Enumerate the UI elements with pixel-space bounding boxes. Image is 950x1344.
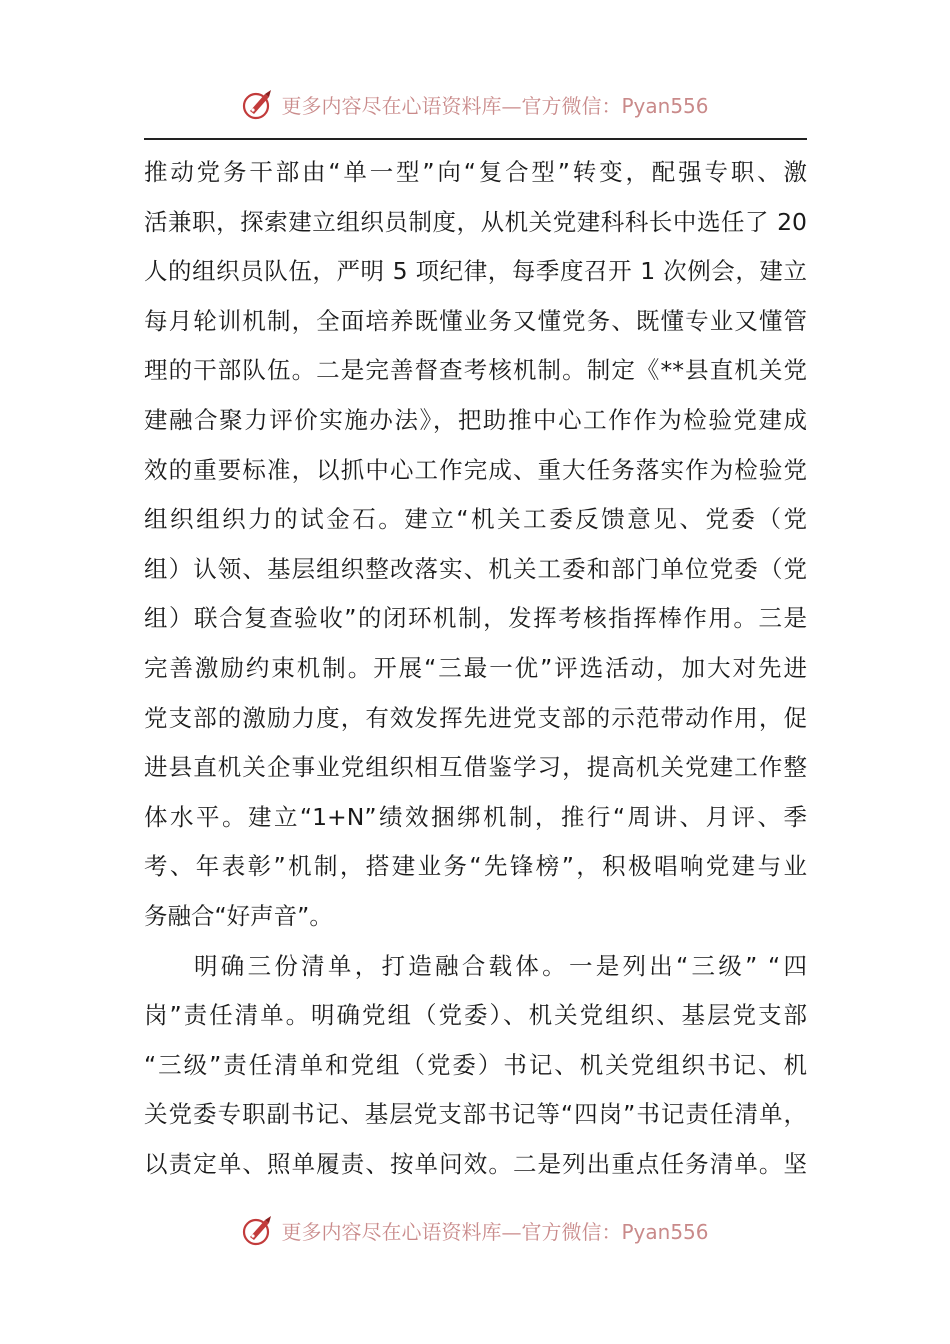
body-line: 完善激励约束机制。开展“三最一优”评选活动，加大对先进 xyxy=(144,653,807,682)
document-body xyxy=(144,148,807,1189)
body-line: 以责定单、照单履责、按单问效。二是列出重点任务清单。坚 xyxy=(144,1149,807,1178)
banner-text: 更多内容尽在心语资料库—官方微信：Pyan556 xyxy=(281,93,709,118)
body-line: 组织组织力的试金石。建立“机关工委反馈意见、党委（党 xyxy=(144,505,807,534)
body-line: 组）联合复查验收”的闭环机制，发挥考核指挥棒作用。三是 xyxy=(144,604,807,633)
body-line: 组）认领、基层组织整改落实、机关工委和部门单位党委（党 xyxy=(144,554,807,583)
body-line: 党支部的激励力度，有效发挥先进党支部的示范带动作用，促 xyxy=(144,703,807,732)
body-line: 理的干部队伍。二是完善督查考核机制。制定《**县直机关党 xyxy=(144,356,807,385)
banner-text: 更多内容尽在心语资料库—官方微信：Pyan556 xyxy=(281,1219,709,1244)
body-line: 岗”责任清单。明确党组（党委）、机关党组织、基层党支部 xyxy=(144,1001,807,1030)
footer-banner xyxy=(0,1210,950,1250)
body-line: 务融合“好声音”。 xyxy=(144,901,333,930)
pen-nib-logo-icon xyxy=(241,87,275,121)
wechat-handle: Pyan556 xyxy=(621,1219,709,1244)
body-line: 每月轮训机制，全面培养既懂业务又懂党务、既懂专业又懂管 xyxy=(144,306,807,335)
body-line: 明确三份清单，打造融合载体。一是列出“三级” “四 xyxy=(194,951,807,980)
body-line: 考、年表彰”机制，搭建业务“先锋榜”，积极唱响党建与业 xyxy=(144,852,807,881)
body-line: 人的组织员队伍，严明 5 项纪律，每季度召开 1 次例会，建立 xyxy=(144,257,807,286)
body-line: 体水平。建立“1+N”绩效捆绑机制，推行“周讲、月评、季 xyxy=(144,802,807,831)
body-line: 建融合聚力评价实施办法》，把助推中心工作作为检验党建成 xyxy=(144,405,807,434)
header-rule xyxy=(144,138,807,140)
body-line: 关党委专职副书记、基层党支部书记等“四岗”书记责任清单， xyxy=(144,1100,807,1129)
wechat-handle: Pyan556 xyxy=(621,93,709,118)
pen-nib-logo-icon xyxy=(241,1213,275,1247)
body-line: 进县直机关企事业党组织相互借鉴学习，提高机关党建工作整 xyxy=(144,753,807,782)
body-line: 效的重要标准，以抓中心工作完成、重大任务落实作为检验党 xyxy=(144,455,807,484)
body-line: 推动党务干部由“单一型”向“复合型”转变，配强专职、激 xyxy=(144,158,807,186)
header-banner xyxy=(0,84,950,124)
body-line: 活兼职，探索建立组织员制度，从机关党建科科长中选任了 20 xyxy=(144,207,807,236)
body-line: “三级”责任清单和党组（党委）书记、机关党组织书记、机 xyxy=(144,1050,807,1079)
